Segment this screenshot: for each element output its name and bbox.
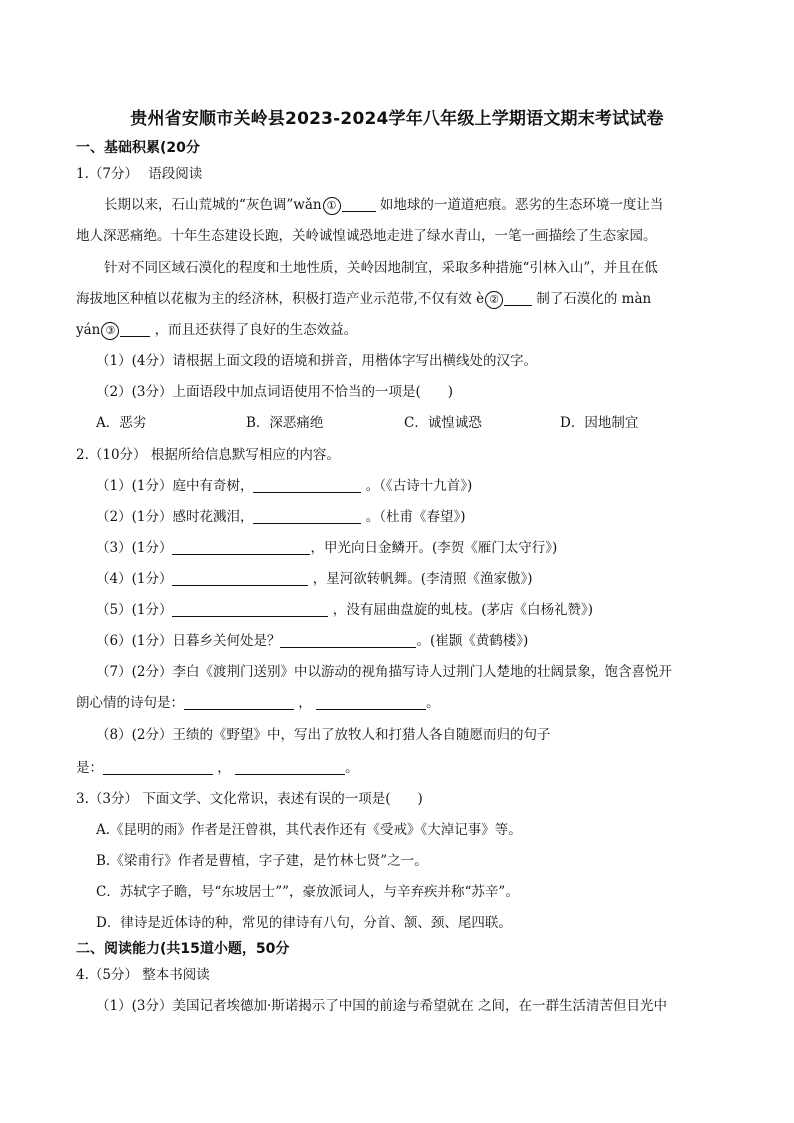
q2-item-4	[96, 569, 533, 589]
q1-option-d[interactable]: D．因地制宜	[560, 415, 639, 431]
question-label: 下面文学、文化常识，表述有误的一项是( )	[142, 791, 423, 807]
q1-subquestion-2: （2）(3分）上面语段中加点词语使用不恰当的一项是( )	[96, 384, 453, 400]
circle-number-3: ③	[101, 322, 119, 340]
answer-blank[interactable]	[103, 760, 213, 775]
text-run: 。（杜甫《春望》)	[365, 509, 466, 525]
q4-subquestion-1: （1）(3分）美国记者埃德加·斯诺揭示了中国的前途与希望就在 之间，在一群生活清苦但目光中	[96, 998, 668, 1014]
q2-item-3	[96, 538, 557, 558]
q1-paragraph-2-line-3	[76, 320, 357, 340]
q2-item-7-line-2	[76, 693, 440, 713]
q3-option-a[interactable]: A.《昆明的雨》作者是汪曾祺，其代表作还有《受戒》《大淖记事》等。	[96, 822, 522, 838]
answer-blank[interactable]	[235, 760, 345, 775]
question-3-header	[76, 789, 423, 809]
text-run: 。（《古诗十九首》)	[365, 478, 473, 494]
q1-option-c[interactable]: C．诚惶诚恐	[404, 415, 482, 431]
question-number: 3.（3分）	[76, 791, 138, 807]
text-run: 。(崔颢《黄鹤楼》)	[416, 633, 529, 649]
answer-blank[interactable]	[172, 602, 328, 617]
text-run: 如地球的一道道疤痕。恶劣的生态环境一度让当	[379, 197, 664, 213]
q2-item-2	[96, 507, 466, 527]
text-run: 海拔地区种植以花椒为主的经济林，积极打造产业示范带,不仅有效 è	[76, 291, 485, 307]
answer-blank[interactable]	[316, 695, 426, 710]
circle-number-2: ②	[485, 291, 503, 309]
question-number: 4.（5分）	[76, 967, 138, 983]
question-1-header	[76, 164, 202, 184]
q1-option-b[interactable]: B．深恶痛绝	[246, 415, 324, 431]
circle-number-1: ①	[323, 197, 341, 215]
text-run: ，	[217, 760, 231, 776]
q1-paragraph-2-line-2	[76, 289, 651, 309]
section-2-heading: 二、阅读能力(共15道小题，50分	[76, 941, 290, 957]
question-4-header	[76, 965, 210, 985]
q2-item-5	[96, 600, 593, 620]
text-run: （6）(1分）日暮乡关何处是？	[96, 633, 281, 649]
q3-option-d[interactable]: D．律诗是近体诗的种，常见的律诗有八句，分首、颔、颈、尾四联。	[96, 915, 512, 931]
answer-blank[interactable]	[253, 509, 361, 524]
answer-blank[interactable]	[120, 322, 150, 337]
text-run: ，而且还获得了良好的生态效益。	[154, 322, 358, 338]
text-run: （1）(1分）庭中有奇树，	[96, 478, 254, 494]
question-label: 根据所给信息默写相应的内容。	[150, 447, 340, 463]
text-run: （2）(1分）感时花溅泪，	[96, 509, 254, 525]
text-run: ，甲光向日金鳞开。(李贺《雁门太守行》)	[310, 540, 558, 556]
exam-title: 贵州省安顺市关岭县2023-2024学年八年级上学期语文期末考试试卷	[130, 109, 664, 129]
answer-blank[interactable]	[172, 571, 308, 586]
question-number: 1.（7分）	[76, 166, 138, 182]
section-1-heading: 一、基础积累(20分	[76, 140, 200, 156]
q3-option-b[interactable]: B.《梁甫行》作者是曹植，字子建，是竹林七贤”之一。	[96, 853, 428, 869]
q2-item-8-line-1: （8）(2分）王绩的《野望》中，写出了放牧人和打猎人各自随愿而归的句子	[96, 727, 551, 743]
text-run: 长期以来，石山荒城的“灰色调”wǎn	[104, 197, 322, 213]
question-label: 语段阅读	[148, 166, 203, 182]
q1-option-a[interactable]: A．恶劣	[96, 415, 147, 431]
text-run: ，	[298, 695, 312, 711]
q1-paragraph-2-line-1: 针对不同区域石漠化的程度和土地性质，关岭因地制宜，采取多种措施“引林入山”，并且在低	[104, 260, 658, 276]
q2-item-6	[96, 631, 528, 651]
q2-item-7-line-1: （7）(2分）李白《渡荆门送别》中以游动的视角描写诗人过荆门人楚地的壮阔景象，饱含喜悦开	[96, 664, 672, 680]
q3-option-c[interactable]: C．苏轼字子瞻，号“东坡居士””，豪放派词人，与辛弃疾并称“苏辛”。	[96, 884, 519, 900]
q1-paragraph-1-line-2: 地人深恶痛绝。十年生态建设长跑，关岭诚惶诚恐地走进了绿水青山，一笔一画描绘了生态家园。	[76, 228, 657, 244]
answer-blank[interactable]	[253, 478, 361, 493]
text-run: （5）(1分）	[96, 602, 173, 618]
answer-blank[interactable]	[504, 291, 532, 306]
q2-item-8-line-2	[76, 758, 359, 778]
text-run: （4）(1分）	[96, 571, 173, 587]
answer-blank[interactable]	[280, 633, 416, 648]
q1-paragraph-1-line-1	[104, 195, 663, 215]
text-run: ，星河欲转帆舞。(李清照《渔家傲》)	[312, 571, 533, 587]
text-run: 是：	[76, 760, 103, 776]
text-run: 。	[426, 695, 440, 711]
question-2-header	[76, 445, 340, 465]
question-number: 2.（10分）	[76, 447, 147, 463]
text-run: 。	[345, 760, 359, 776]
answer-blank[interactable]	[172, 540, 310, 555]
q1-subquestion-1: （1）(4分）请根据上面文段的语境和拼音，用楷体字写出横线处的汉字。	[96, 353, 537, 369]
answer-blank[interactable]	[184, 695, 294, 710]
text-run: 朗心情的诗句是：	[76, 695, 184, 711]
text-run: （3）(1分）	[96, 540, 173, 556]
text-run: 制了石漠化的 màn	[536, 291, 652, 307]
q2-item-1	[96, 476, 472, 496]
text-run: ，没有屈曲盘旋的虬枝。(茅店《白杨礼赞》)	[332, 602, 594, 618]
answer-blank[interactable]	[342, 197, 376, 212]
text-run: yán	[76, 322, 101, 338]
question-label: 整本书阅读	[142, 967, 210, 983]
